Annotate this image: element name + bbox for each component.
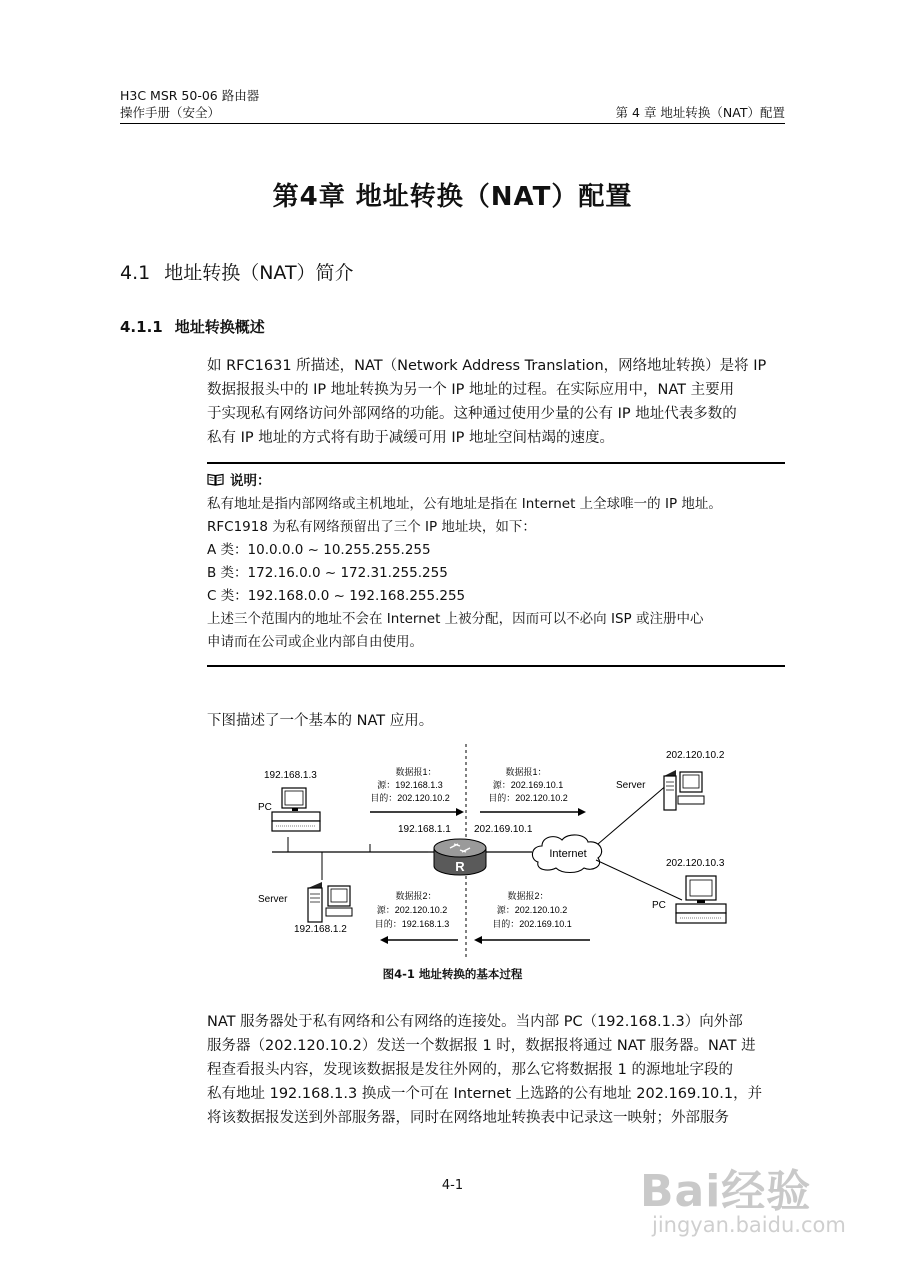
pc-left-icon [272,788,320,831]
body-line: NAT 服务器处于私有网络和公有网络的连接处。当内部 PC（192.168.1.3）向外部 [207,1014,743,1030]
chapter-title: 第4章 地址转换（NAT）配置 [272,182,633,212]
intro-line: 于实现私有网络访问外部网络的功能。这种通过使用少量的公有 IP 地址代表多数的 [207,406,737,422]
section-number: 4.1 [120,262,151,284]
nat-diagram [250,740,750,960]
packet2-out-title: 数据报2： [507,891,549,901]
server-left-label: Server [258,894,288,905]
note-label: 说明： [230,473,271,489]
body-line: 程查看报头内容，发现该数据报是发往外网的，那么它将数据报 1 的源地址字段的 [207,1062,733,1078]
server-right-label: Server [616,780,646,791]
intro-paragraph [207,354,785,450]
book-icon [207,473,224,486]
packet1-in-title: 数据报1： [395,767,437,777]
pc-left-label: PC [258,802,272,813]
intro-line: 如 RFC1631 所描述，NAT（Network Address Translation，网络地址转换）是将 IP [207,358,767,374]
note-line: RFC1918 为私有网络预留出了三个 IP 地址块，如下： [207,519,536,535]
body-line: 私有地址 192.168.1.3 换成一个可在 Internet 上选路的公有地址 202.169.10.1，并 [207,1086,763,1102]
router-outside-ip: 202.169.10.1 [474,824,533,835]
pc-left-ip: 192.168.1.3 [264,770,317,781]
note-header [207,470,785,493]
pc-right-ip: 202.120.10.3 [666,858,725,869]
note-line: A 类：10.0.0.0 ~ 10.255.255.255 [207,542,431,558]
router-glyph: R [455,859,465,874]
server-left-ip: 192.168.1.2 [294,924,347,935]
body-line: 服务器（202.120.10.2）发送一个数据报 1 时，数据报将通过 NAT 服务器。NAT 进 [207,1038,756,1054]
note-bottom-rule [207,665,785,667]
server-right-ip: 202.120.10.2 [666,750,725,761]
note-line: C 类：192.168.0.0 ~ 192.168.255.255 [207,588,466,604]
body-line: 将该数据报发送到外部服务器，同时在网络地址转换表中记录这一映射；外部服务 [207,1110,729,1126]
internet-label: Internet [549,848,587,860]
packet1-out-dst: 目的：202.120.10.2 [488,793,568,803]
header-manual: 操作手册（安全） [120,105,221,120]
section-title: 地址转换（NAT）简介 [164,262,354,284]
subsection-number: 4.1.1 [120,318,163,336]
packet2-out-src: 源：202.120.10.2 [496,905,568,915]
packet1-in-src: 源：192.168.1.3 [377,780,443,790]
packet2-in-title: 数据报2： [395,891,437,901]
link-server-right [598,784,668,844]
subsection-heading [120,316,265,337]
body-paragraph [207,1010,785,1130]
internet-cloud-icon [532,835,601,873]
server-right-icon [664,770,704,810]
header-rule [120,123,785,124]
router-icon [434,839,486,875]
section-heading [120,258,354,285]
note-box [207,470,785,654]
watermark-brand: Bai经验 [640,1166,812,1217]
packet1-out-src: 源：202.169.10.1 [492,780,564,790]
note-line: B 类：172.16.0.0 ~ 172.31.255.255 [207,565,448,581]
header-chapter: 第 4 章 地址转换（NAT）配置 [615,105,785,120]
figure-caption: 图4-1 地址转换的基本过程 [382,967,523,981]
figure-intro: 下图描述了一个基本的 NAT 应用。 [207,713,434,729]
note-top-rule [207,462,785,464]
intro-line: 私有 IP 地址的方式将有助于减缓可用 IP 地址空间枯竭的速度。 [207,430,614,446]
packet2-in-src: 源：202.120.10.2 [376,905,448,915]
intro-line: 数据报报头中的 IP 地址转换为另一个 IP 地址的过程。在实际应用中，NAT 主要用 [207,382,735,398]
packet2-in-dst: 目的：192.168.1.3 [374,919,450,929]
packet1-out-title: 数据报1： [505,767,547,777]
note-line: 私有地址是指内部网络或主机地址，公有地址是指在 Internet 上全球唯一的 IP 地址。 [207,496,722,512]
packet1-in-dst: 目的：202.120.10.2 [370,793,450,803]
subsection-title: 地址转换概述 [174,318,265,336]
pc-right-icon [676,876,726,923]
router-inside-ip: 192.168.1.1 [398,824,451,835]
server-left-icon [308,882,352,922]
note-line: 上述三个范围内的地址不会在 Internet 上被分配，因而可以不必向 ISP 或注册中心 [207,611,704,627]
header-product: H3C MSR 50-06 路由器 [120,88,260,103]
page-number: 4-1 [441,1178,464,1193]
packet2-out-dst: 目的：202.169.10.1 [492,919,572,929]
note-line: 申请而在公司或企业内部自由使用。 [207,634,423,650]
pc-right-label: PC [652,900,666,911]
watermark-url: jingyan.baidu.com [652,1213,846,1237]
